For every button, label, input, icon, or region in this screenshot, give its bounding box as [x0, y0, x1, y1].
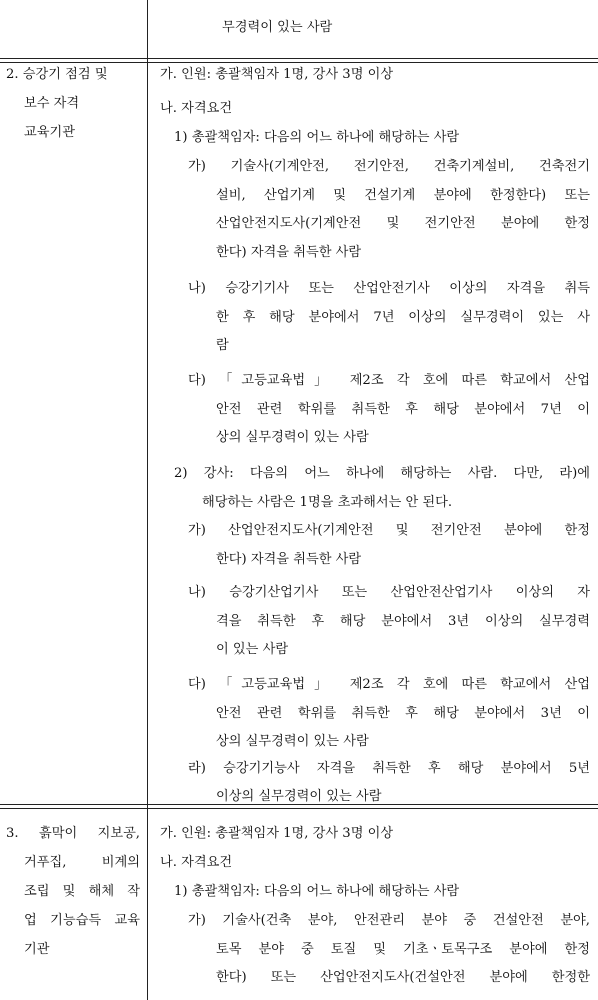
item: 나) 승강기산업기사 또는 산업안전산업기사 이상의 자 [188, 585, 590, 600]
item: 가) 산업안전지도사(기계안전 및 전기안전 분야에 한정 [188, 523, 590, 538]
row-title: 조립 및 해체 작 [24, 884, 140, 899]
item: 람 [216, 338, 229, 353]
item: 2) 강사: 다음의 어느 하나에 해당하는 사람. 다만, 라)에 [174, 466, 590, 481]
item: 산업안전지도사(기계안전 및 전기안전 분야에 한정 [216, 216, 590, 231]
item: 이상의 실무경력이 있는 사람 [216, 789, 382, 804]
item: 한다) 자격을 취득한 사람 [216, 552, 362, 567]
item: 안전 관련 학위를 취득한 후 해당 분야에서 7년 이 [216, 402, 590, 417]
item: 1) 총괄책임자: 다음의 어느 하나에 해당하는 사람 [174, 130, 460, 145]
item: 상의 실무경력이 있는 사람 [216, 430, 369, 445]
item: 상의 실무경력이 있는 사람 [216, 734, 369, 749]
item: 가) 기술사(기계안전, 전기안전, 건축기계설비, 건축전기 [188, 159, 590, 174]
item: 나. 자격요건 [160, 855, 233, 870]
column-divider [147, 0, 148, 1000]
item: 격을 취득한 후 해당 분야에서 3년 이상의 실무경력 [216, 614, 590, 629]
item: 안전 관련 학위를 취득한 후 해당 분야에서 3년 이 [216, 706, 590, 721]
item: 가) 기술사(건축 분야, 안전관리 분야 중 건설안전 분야, [188, 913, 590, 928]
item: 다) 「고등교육법」 제2조 각 호에 따른 학교에서 산업 [188, 373, 590, 388]
row-title: 교육기관 [24, 125, 75, 140]
row-title: 업 기능습득 교육 [24, 913, 140, 928]
row-title: 3. 흙막이 지보공, [6, 826, 140, 841]
item: 나. 자격요건 [160, 101, 233, 116]
row-divider [0, 58, 598, 63]
item: 이 있는 사람 [216, 642, 289, 657]
item: 1) 총괄책임자: 다음의 어느 하나에 해당하는 사람 [174, 884, 460, 899]
item: 가. 인원: 총괄책임자 1명, 강사 3명 이상 [160, 826, 394, 841]
row-title: 2. 승강기 점검 및 [6, 67, 108, 82]
item: 해당하는 사람은 1명을 초과해서는 안 된다. [202, 495, 453, 510]
item: 한 후 해당 분야에서 7년 이상의 실무경력이 있는 사 [216, 310, 590, 325]
item: 가. 인원: 총괄책임자 1명, 강사 3명 이상 [160, 67, 394, 82]
row-title: 기관 [24, 942, 50, 957]
item: 토목 분야 중 토질 및 기초ㆍ토목구조 분야에 한정 [216, 942, 590, 957]
item: 한다) 또는 산업안전지도사(건설안전 분야에 한정한 [216, 970, 590, 985]
cell-text: 무경력이 있는 사람 [222, 20, 333, 35]
row-title: 보수 자격 [24, 96, 80, 111]
row-title: 거푸집, 비계의 [24, 855, 140, 870]
item: 다) 「고등교육법」 제2조 각 호에 따른 학교에서 산업 [188, 677, 590, 692]
item: 설비, 산업기계 및 건설기계 분야에 한정한다) 또는 [216, 188, 590, 203]
item: 라) 승강기기능사 자격을 취득한 후 해당 분야에서 5년 [188, 761, 590, 776]
item: 나) 승강기기사 또는 산업안전기사 이상의 자격을 취득 [188, 281, 590, 296]
item: 한다) 자격을 취득한 사람 [216, 245, 362, 260]
